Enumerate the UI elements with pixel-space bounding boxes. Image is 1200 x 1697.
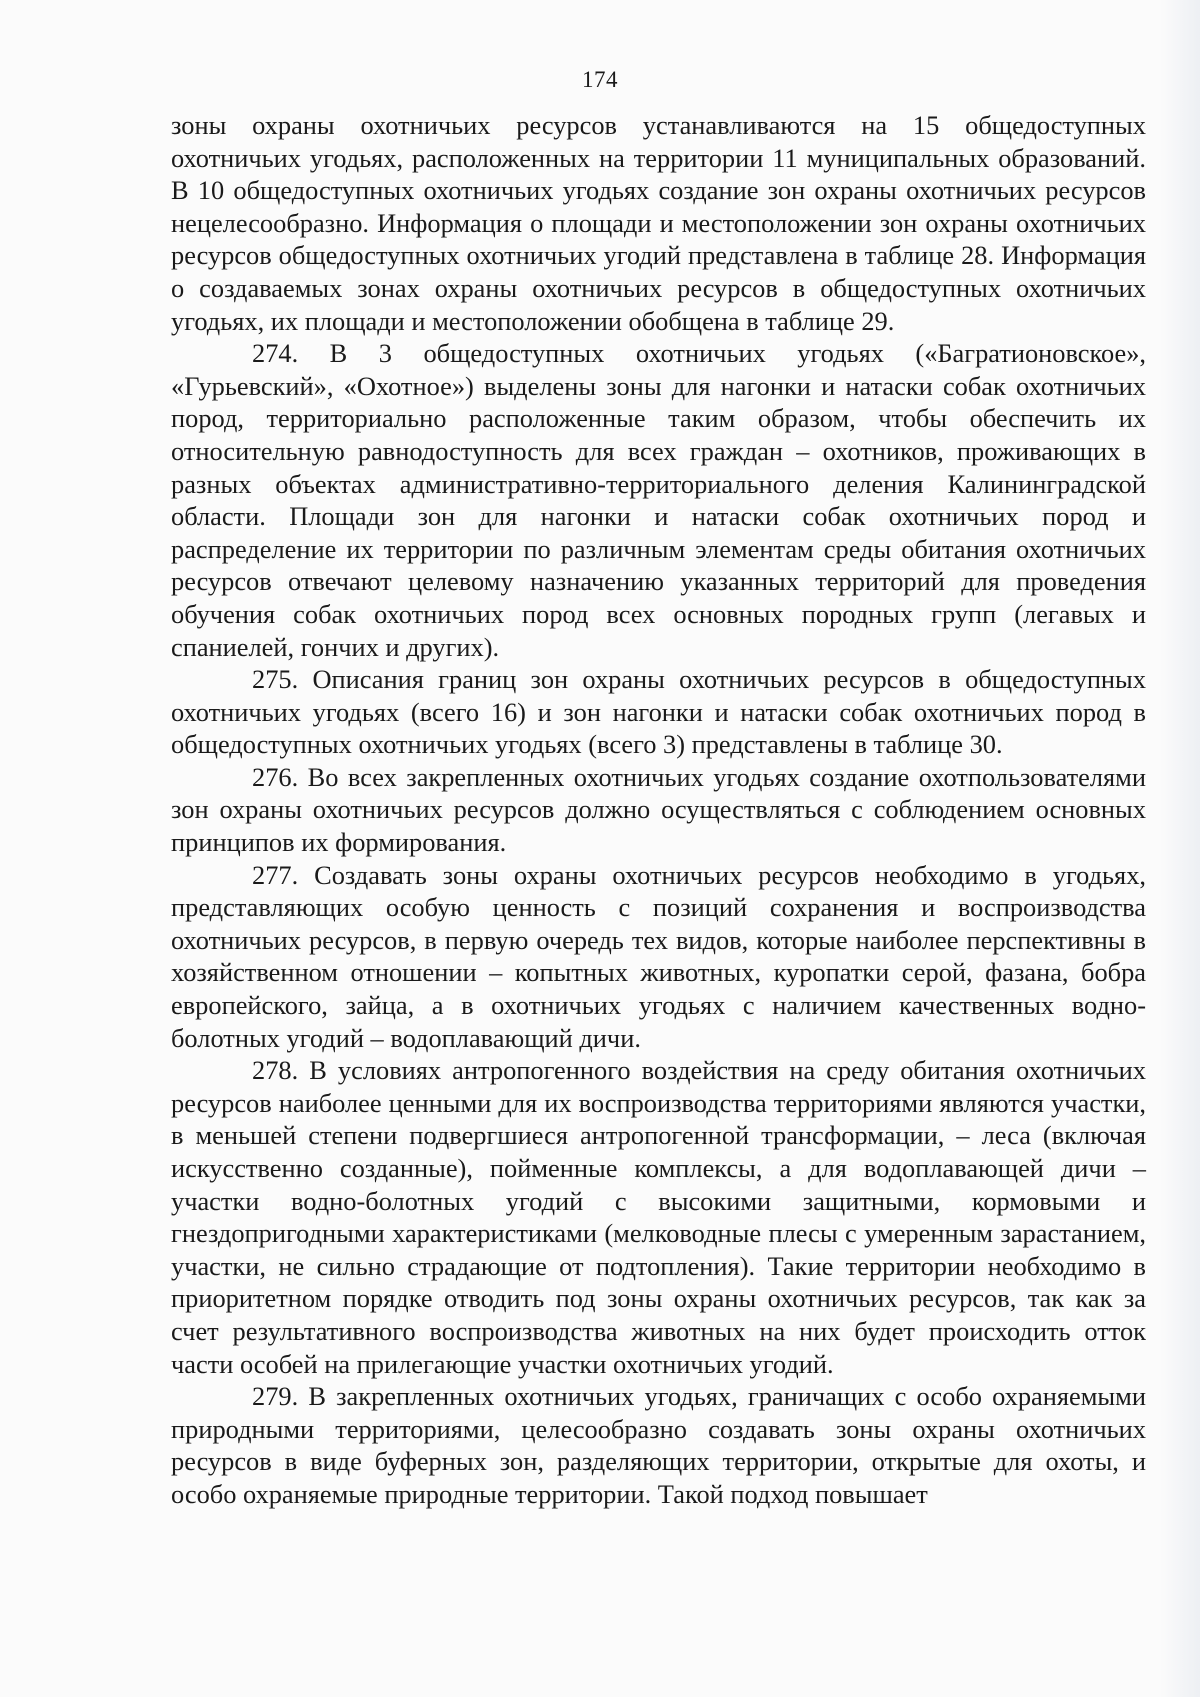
page-number: 174	[582, 67, 618, 92]
paragraph-274: 274. В 3 общедоступных охотничьих угодьях («Багратионовское», «Гурьевский», «Охотное») выделены зоны для нагонки и натаски собак охотничьих пород, территориально расположенные таким образом, чтобы обеспечить их относительную равнодоступность для всех граждан – охотников, проживающих в разных объектах административно-территориального деления Калининградской области. Площади зон для нагонки и натаски собак охотничьих пород и распределение их территории по различным элементам среды обитания охотничьих ресурсов отвечают целевому назначению указанных территорий для проведения обучения собак охотничьих пород всех основных породных групп (легавых и спаниелей, гончих и других).	[171, 338, 1146, 662]
scan-edge-shadow	[1160, 0, 1200, 1697]
paragraph-279: 279. В закрепленных охотничьих угодьях, граничащих с особо охраняемыми природными территориями, целесообразно создавать зоны охраны охотничьих ресурсов в виде буферных зон, разделяющих территории, открытые для охоты, и особо охраняемые природные территории. Такой подход повышает	[171, 1381, 1146, 1509]
document-body	[171, 109, 1146, 1511]
paragraph-276: 276. Во всех закрепленных охотничьих угодьях создание охотпользователями зон охраны охотничьих ресурсов должно осуществляться с соблюдением основных принципов их формирования.	[171, 761, 1146, 858]
paragraph-277: 277. Создавать зоны охраны охотничьих ресурсов необходимо в угодьях, представляющих особую ценность с позиций сохранения и воспроизводства охотничьих ресурсов, в первую очередь тех видов, которые наиболее перспективны в хозяйственном отношении – копытных животных, куропатки серой, фазана, бобра европейского, зайца, а в охотничьих угодьях с наличием качественных водно-болотных угодий – водоплавающий дичи.	[171, 859, 1146, 1053]
paragraph-continuation: зоны охраны охотничьих ресурсов устанавливаются на 15 общедоступных охотничьих угодьях, расположенных на территории 11 муниципальных образований. В 10 общедоступных охотничьих угодьях создание зон охраны охотничьих ресурсов нецелесообразно. Информация о площади и местоположении зон охраны охотничьих ресурсов общедоступных охотничьих угодий представлена в таблице 28. Информация о создаваемых зонах охраны охотничьих ресурсов в общедоступных охотничьих угодьях, их площади и местоположении обобщена в таблице 29.	[171, 110, 1146, 336]
paragraph-275: 275. Описания границ зон охраны охотничьих ресурсов в общедоступных охотничьих угодьях (всего 16) и зон нагонки и натаски собак охотничьих пород в общедоступных охотничьих угодьях (всего 3) представлены в таблице 30.	[171, 664, 1146, 760]
paragraph-278: 278. В условиях антропогенного воздействия на среду обитания охотничьих ресурсов наиболее ценными для их воспроизводства территориями являются участки, в меньшей степени подвергшиеся антропогенной трансформации, – леса (включая искусственно созданные), пойменные комплексы, а для водоплавающей дичи – участки водно-болотных угодий с высокими защитными, кормовыми и гнездопригодными характеристиками (мелководные плесы с умеренным зарастанием, участки, не сильно страдающие от подтопления). Такие территории необходимо в приоритетном порядке отводить под зоны охраны охотничьих ресурсов, так как за счет результативного воспроизводства животных на них будет происходить отток части особей на прилегающие участки охотничьих угодий.	[171, 1055, 1146, 1379]
